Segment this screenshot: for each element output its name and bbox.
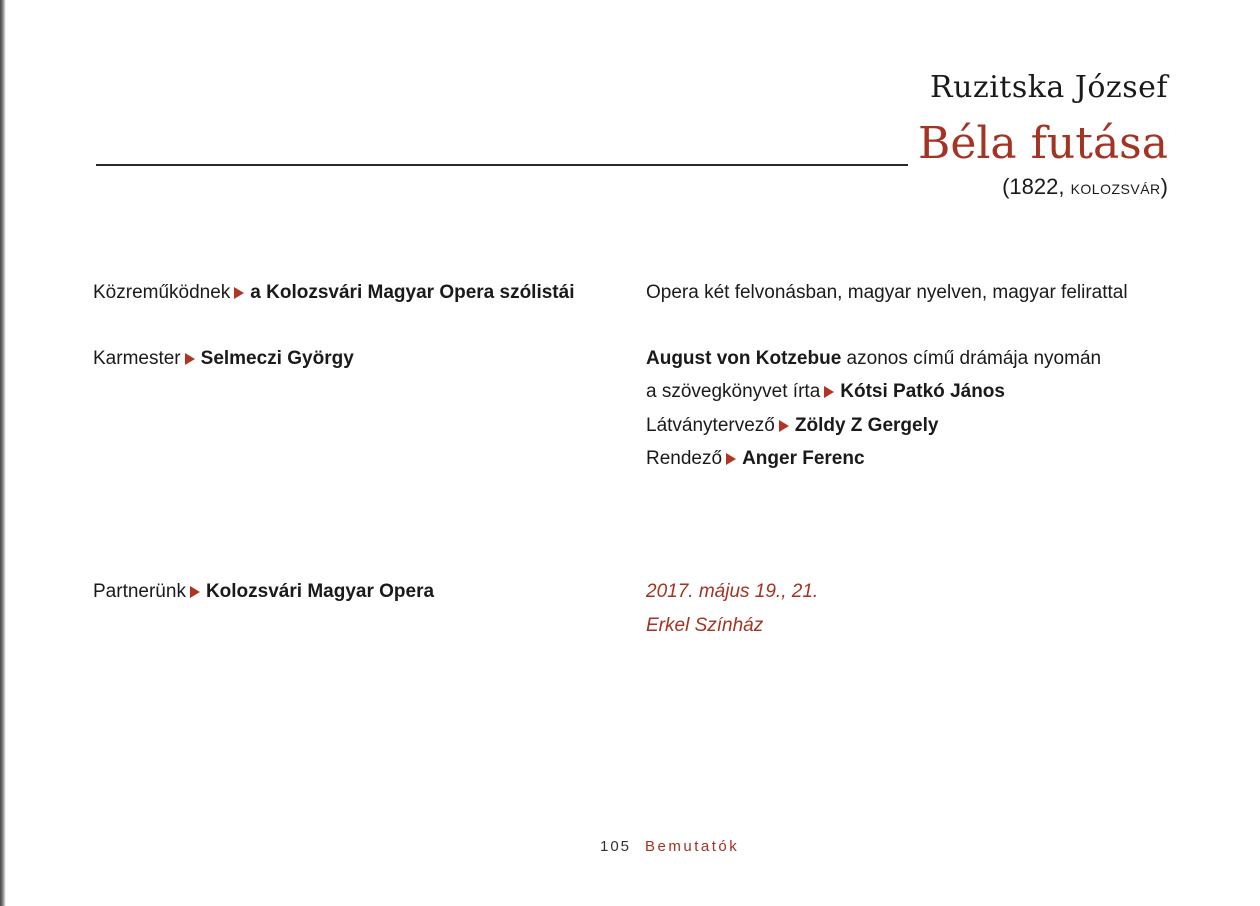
year-open: (1822, xyxy=(1002,174,1071,199)
design-label: Látványtervező xyxy=(646,415,775,436)
description-line xyxy=(646,281,1128,305)
performers-value: a Kolozsvári Magyar Opera szólistái xyxy=(250,282,575,303)
triangle-right-icon xyxy=(779,420,789,432)
page-footer xyxy=(600,838,739,855)
venue: Erkel Színház xyxy=(646,615,764,636)
director-value: Anger Ferenc xyxy=(742,448,865,469)
design-value: Zöldy Z Gergely xyxy=(794,415,939,436)
title-rule xyxy=(96,164,908,166)
conductor-value: Selmeczi György xyxy=(200,348,354,369)
based-on-author: August von Kotzebue xyxy=(646,348,842,369)
composer-name: Ruzitska József xyxy=(929,70,1168,105)
performance-dates: 2017. május 19., 21. xyxy=(646,581,819,602)
premiere-year-place xyxy=(1002,174,1168,200)
triangle-right-icon xyxy=(185,353,195,365)
partner-label: Partnerünk xyxy=(93,581,186,602)
year-close: ) xyxy=(1160,174,1168,199)
partner-value: Kolozsvári Magyar Opera xyxy=(205,581,435,602)
triangle-right-icon xyxy=(824,386,834,398)
description: Opera két felvonásban, magyar nyelven, magyar felirattal xyxy=(646,282,1128,303)
triangle-right-icon xyxy=(726,453,736,465)
libretto-value: Kótsi Patkó János xyxy=(840,381,1005,402)
director-line xyxy=(646,447,865,471)
premiere-city: KOLOZSVÁR xyxy=(1070,181,1161,197)
based-on-text: azonos című drámája nyomán xyxy=(841,348,1102,369)
libretto-label: a szövegkönyvet írta xyxy=(646,381,821,402)
partner-line xyxy=(93,580,434,604)
triangle-right-icon xyxy=(234,287,244,299)
opera-title: Béla futása xyxy=(917,118,1168,169)
conductor-line xyxy=(93,347,354,371)
libretto-line xyxy=(646,380,1005,404)
design-line xyxy=(646,414,938,438)
performers-line xyxy=(93,281,574,305)
triangle-right-icon xyxy=(190,586,200,598)
director-label: Rendező xyxy=(646,448,723,469)
performers-label: Közreműködnek xyxy=(93,282,231,303)
section-name: Bemutatók xyxy=(645,838,740,855)
based-on-line xyxy=(646,347,1101,371)
page-number: 105 xyxy=(600,838,632,855)
conductor-label: Karmester xyxy=(93,348,181,369)
page-edge-shadow xyxy=(0,0,6,906)
